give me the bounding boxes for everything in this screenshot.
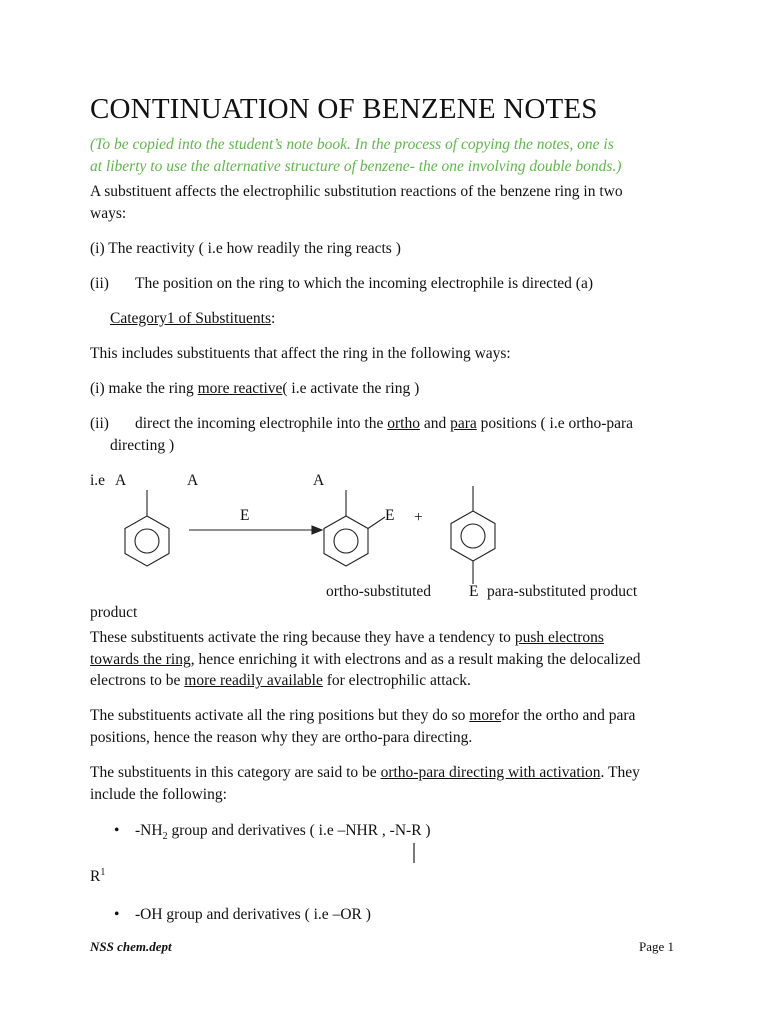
intro-line-2: ways: [90,205,127,222]
diagram-e-reagent: E [240,507,250,524]
para1-l2-underlined: towards the ring [90,651,191,668]
para2-line-2: positions, hence the reason why they are ortho-para directing. [90,729,473,746]
effect1-post: ( i.e activate the ring ) [282,380,420,397]
diagram-a-reactant: A [115,472,127,489]
para1-l2-text: , hence enriching it with electrons and as a result making the delocalized [190,651,641,668]
reaction-arrow [189,526,322,534]
benzene-para-product [451,486,495,584]
para3-l1-pre: The substituents in this category are said to be [90,764,381,781]
para2-l1-post: for the ortho and para [501,707,636,724]
effect2-post: positions ( i.e ortho-para [476,415,634,432]
category-heading-text: Category1 of Substituents [110,310,272,327]
bullet-marker-2: • [114,906,120,923]
includes-line: This includes substituents that affect the ring in the following ways: [90,345,511,362]
product-word: product [90,604,138,621]
diagram-e-para: E [469,583,479,600]
bullet-nh2 [135,820,431,848]
diagram-e-ortho: E [385,507,395,524]
effect1-underlined: more reactive [197,380,283,397]
n-r-bond [410,843,420,865]
effect2-mid: and [419,415,451,432]
para1-l3-pre: electrons to be [90,672,185,689]
para3-l1-post: . They [600,764,640,781]
bullet-nh2-pre: -NH [135,822,163,839]
bullet-nh2-post: group and derivatives ( i.e –NHR , -N-R ) [167,822,431,839]
category-heading-colon: : [271,310,276,327]
para1-l1-text: These substituents activate the ring because they have a tendency to [90,629,515,646]
note-line-2: at liberty to use the alternative structure of benzene- the one involving double bonds.) [90,158,622,175]
intro-line-1: A substituent affects the electrophilic substitution reactions of the benzene ring in two [90,183,623,200]
diagram-ie: i.e [90,472,106,489]
r1-label [90,862,105,888]
effect1-pre: (i) make the ring [90,380,198,397]
page-title: CONTINUATION OF BENZENE NOTES [90,93,598,125]
para3-line-2: include the following: [90,786,227,803]
para-label: para-substituted product [487,583,638,600]
way-position-num: (ii) [90,275,109,292]
benzene-reactant [125,490,169,566]
note-line-1: (To be copied into the student’s note book. In the process of copying the notes, one is [90,136,614,153]
effect2-num: (ii) [90,415,109,432]
bullet-nh2-sub: 2 [162,831,168,843]
diagram-a-ortho: A [313,472,325,489]
ortho-label: ortho-substituted [326,583,432,600]
para2-l1-pre: The substituents activate all the ring positions but they do so [90,707,470,724]
effect2-ortho: ortho [387,415,420,432]
para1-l3-underlined: more readily available [184,672,323,689]
para1-l1-underlined: push electrons [514,629,604,646]
footer-page-number: Page 1 [639,939,675,954]
way-reactivity: (i) The reactivity ( i.e how readily the ring reacts ) [90,240,401,257]
para1-line-2 [90,649,641,671]
effect2-para: para [450,415,477,432]
footer-department: NSS chem.dept [90,939,172,954]
benzene-ortho-product [324,490,385,566]
para1-line-3 [90,670,471,692]
para1-line-1 [90,627,604,649]
para1-l3-post: for electrophilic attack. [322,672,471,689]
effect2-pre: direct the incoming electrophile into the [135,415,388,432]
para2-line-1 [90,705,635,727]
r1-superscript: 1 [100,867,106,878]
r1-letter: R [90,868,101,886]
effect2-line-2: directing ) [110,437,175,454]
bullet-oh: -OH group and derivatives ( i.e –OR ) [135,906,371,923]
diagram-plus: + [414,509,423,526]
diagram-a-middle: A [187,472,199,489]
para3-l1-underlined: ortho-para directing with activation [380,764,601,781]
para3-line-1 [90,762,640,784]
bullet-marker-1: • [114,822,120,839]
para2-l1-underlined: more [469,707,502,724]
way-position-text: The position on the ring to which the incoming electrophile is directed (a) [135,275,593,292]
